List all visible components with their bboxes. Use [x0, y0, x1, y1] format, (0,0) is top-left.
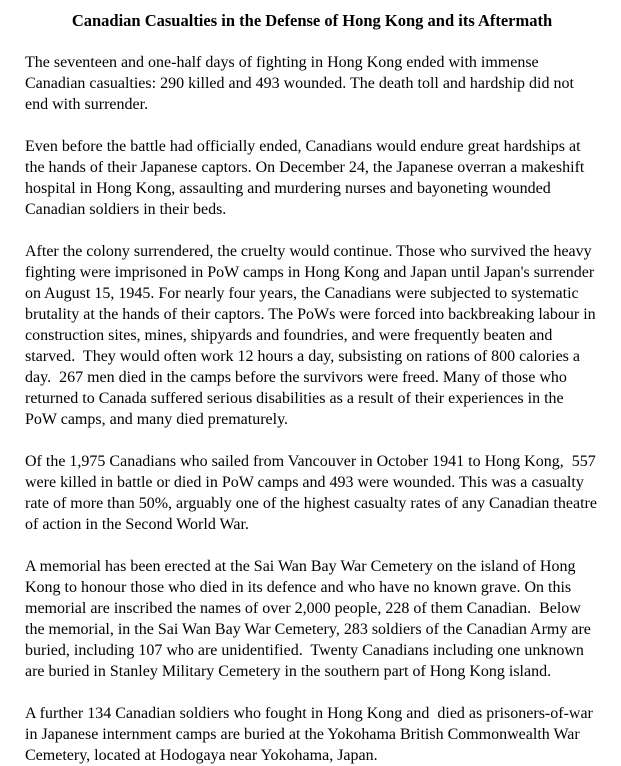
paragraph-yokohama-cemetery: A further 134 Canadian soldiers who fought in Hong Kong and died as prisoners-of-war in Japanese internment camps are buried at the Yokohama British Commonwealth War Cemetery, located at Hodogaya near Yokohama, Japan.: [25, 705, 597, 764]
paragraph-casualty-rate: Of the 1,975 Canadians who sailed from Vancouver in October 1941 to Hong Kong, 557 were killed in battle or died in PoW camps and 493 were wounded. This was a casualty rate of more than 50%, arguably one of the highest casualty rates of any Canadian theatre of action in the Second World War.: [25, 453, 601, 533]
paragraph-pow-camps: After the colony surrendered, the cruelty would continue. Those who survived the heavy fighting were imprisoned in PoW camps in Hong Kong and Japan until Japan's surrender on August 15, 1945. For nearly four years, the Canadians were subjected to systematic brutality at the hands of their captors. The PoWs were forced into backbreaking labour in construction sites, mines, shipyards and foundries, and were frequently beaten and starved. They would often work 12 hours a day, subsisting on rations of 800 calories a day. 267 men died in the camps before the survivors were freed. Many of those who returned to Canada suffered serious disabilities as a result of their experiences in the PoW camps, and many died prematurely.: [25, 243, 600, 428]
paragraph-hospital-atrocity: Even before the battle had officially ended, Canadians would endure great hardships at the hands of their Japanese captors. On December 24, the Japanese overran a makeshift hospital in Hong Kong, assaulting and murdering nurses and bayoneting wounded Canadian soldiers in their beds.: [25, 138, 589, 218]
paragraph-intro-casualties: The seventeen and one-half days of fighting in Hong Kong ended with immense Canadian casualties: 290 killed and 493 wounded. The death toll and hardship did not end with surrender.: [25, 54, 578, 113]
page-title: Canadian Casualties in the Defense of Hong Kong and its Aftermath: [71, 11, 553, 30]
paragraph-sai-wan-memorial: A memorial has been erected at the Sai Wan Bay War Cemetery on the island of Hong Kong to honour those who died in its defence and who have no known grave. On this memorial are inscribed the names of over 2,000 people, 228 of them Canadian. Below the memorial, in the Sai Wan Bay War Cemetery, 283 soldiers of the Canadian Army are buried, including 107 who are unidentified. Twenty Canadians including one unknown are buried in Stanley Military Cemetery in the southern part of Hong Kong island.: [25, 558, 595, 680]
